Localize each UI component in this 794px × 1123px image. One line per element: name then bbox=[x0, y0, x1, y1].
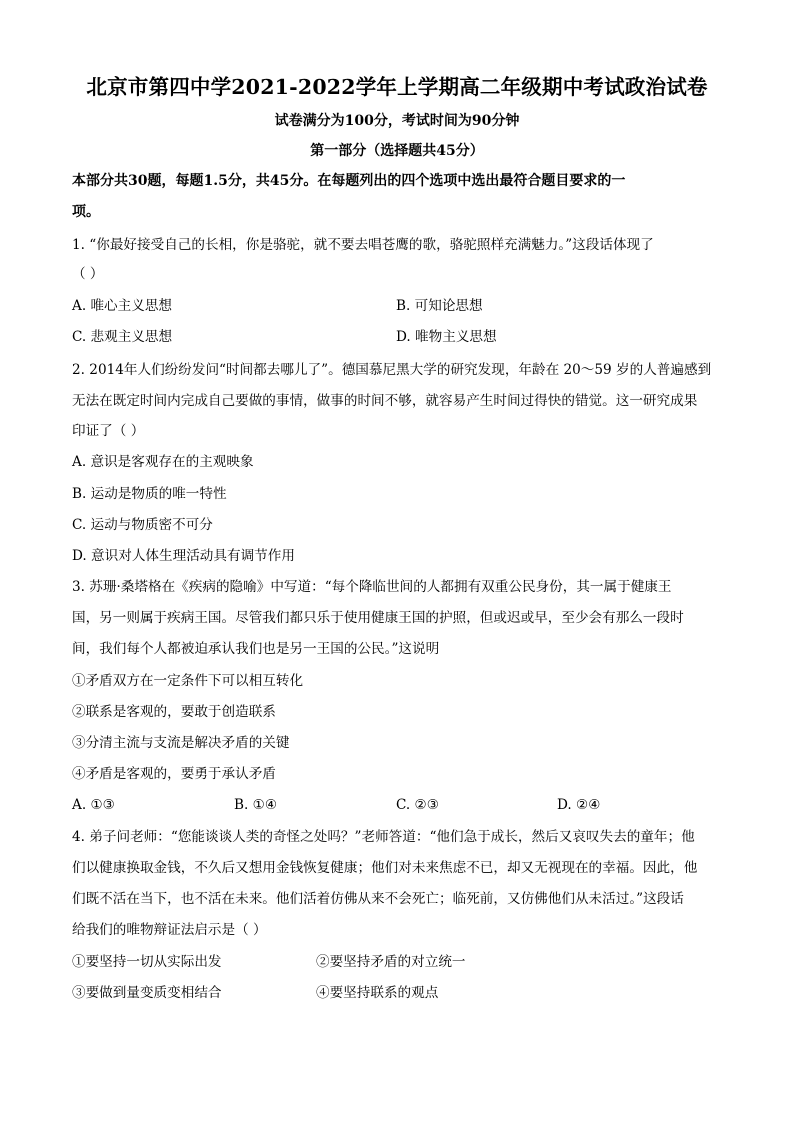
q3-option-d[interactable]: D. ②④ bbox=[557, 797, 601, 813]
q4-stem-line-4: 给我们的唯物辩证法启示是（ ） bbox=[72, 922, 267, 938]
q1-option-d[interactable]: D. 唯物主义思想 bbox=[396, 329, 497, 345]
q2-option-c[interactable]: C. 运动与物质密不可分 bbox=[72, 517, 213, 533]
q4-stem-line-1: 4. 弟子问老师：“您能谈谈人类的奇怪之处吗？”老师答道：“他们急于成长，然后又哀叹失去的童年；他 bbox=[72, 829, 695, 845]
q1-stem-line-1: 1. “你最好接受自己的长相，你是骆驼，就不要去唱苍鹰的歌，骆驼照样充满魅力。”这段话体现了 bbox=[72, 237, 654, 253]
q1-stem-line-2: （ ） bbox=[72, 266, 104, 282]
q3-option-c[interactable]: C. ②③ bbox=[396, 797, 439, 813]
q3-statement-3: ③分清主流与支流是解决矛盾的关键 bbox=[72, 735, 290, 751]
exam-info: 试卷满分为100分，考试时间为90分钟 bbox=[274, 113, 520, 129]
q3-option-b[interactable]: B. ①④ bbox=[234, 797, 278, 813]
q2-option-b[interactable]: B. 运动是物质的唯一特性 bbox=[72, 486, 227, 502]
q1-option-a[interactable]: A. 唯心主义思想 bbox=[72, 298, 173, 314]
q4-statement-2: ②要坚持矛盾的对立统一 bbox=[316, 954, 466, 970]
instructions-line-2: 项。 bbox=[72, 204, 100, 220]
q2-stem-line-3: 印证了（ ） bbox=[72, 423, 145, 439]
q4-statement-3: ③要做到量变质变相结合 bbox=[72, 985, 222, 1001]
q4-statement-4: ④要坚持联系的观点 bbox=[316, 985, 439, 1001]
q3-stem-line-3: 间，我们每个人都被迫承认我们也是另一王国的公民。”这说明 bbox=[72, 641, 440, 657]
q3-statement-1: ①矛盾双方在一定条件下可以相互转化 bbox=[72, 673, 304, 689]
exam-title: 北京市第四中学2021-2022学年上学期高二年级期中考试政治试卷 bbox=[86, 75, 708, 99]
q3-stem-line-1: 3. 苏珊·桑塔格在《疾病的隐喻》中写道：“每个降临世间的人都拥有双重公民身份，其一属于健康王 bbox=[72, 579, 672, 595]
q3-stem-line-2: 国，另一则属于疾病王国。尽管我们都只乐于使用健康王国的护照，但或迟或早，至少会有那么一段时 bbox=[72, 610, 684, 626]
q3-statement-4: ④矛盾是客观的，要勇于承认矛盾 bbox=[72, 766, 276, 782]
q1-option-c[interactable]: C. 悲观主义思想 bbox=[72, 329, 173, 345]
q2-option-a[interactable]: A. 意识是客观存在的主观映象 bbox=[72, 454, 254, 470]
q1-option-b[interactable]: B. 可知论思想 bbox=[396, 298, 483, 314]
q2-stem-line-2: 无法在既定时间内完成自己要做的事情，做事的时间不够，就容易产生时间过得快的错觉。这一研究成果 bbox=[72, 393, 698, 409]
q4-statement-1: ①要坚持一切从实际出发 bbox=[72, 954, 222, 970]
q2-stem-line-1: 2. 2014年人们纷纷发问“时间都去哪儿了”。德国慕尼黑大学的研究发现，年龄在 20～59 岁的人普遍感到 bbox=[72, 362, 712, 378]
q3-option-a[interactable]: A. ①③ bbox=[72, 797, 115, 813]
q2-option-d[interactable]: D. 意识对人体生理活动具有调节作用 bbox=[72, 548, 295, 564]
part-title: 第一部分（选择题共45分） bbox=[310, 143, 484, 159]
q3-statement-2: ②联系是客观的，要敢于创造联系 bbox=[72, 704, 276, 720]
q4-stem-line-3: 们既不活在当下，也不活在未来。他们活着仿佛从来不会死亡；临死前，又仿佛他们从未活过。”这段话 bbox=[72, 891, 684, 907]
q4-stem-line-2: 们以健康换取金钱，不久后又想用金钱恢复健康；他们对未来焦虑不已，却又无视现在的幸福。因此，他 bbox=[72, 860, 698, 876]
instructions-line-1: 本部分共30题，每题1.5分，共45分。在每题列出的四个选项中选出最符合题目要求的一 bbox=[72, 173, 626, 189]
